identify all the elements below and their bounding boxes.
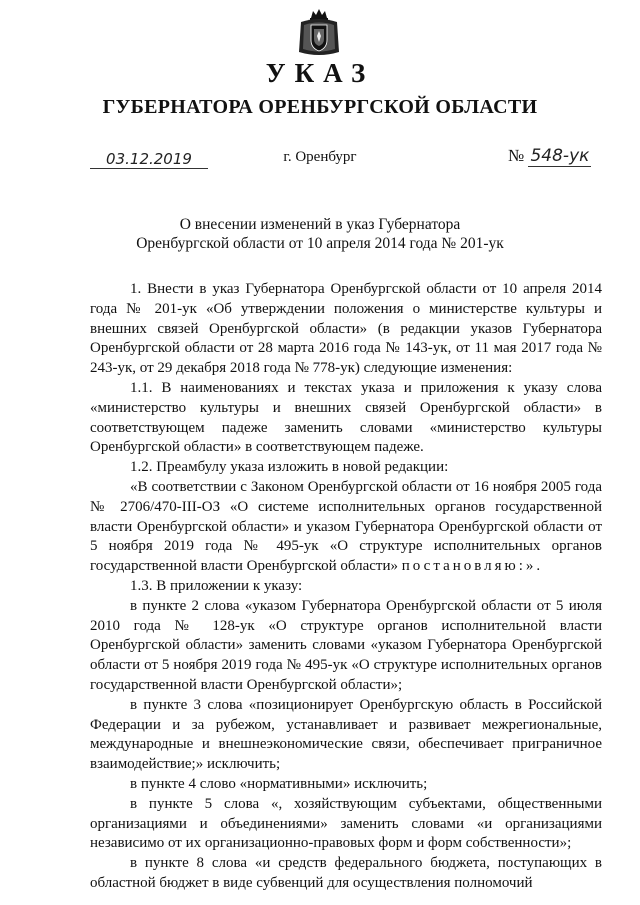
meta-row	[0, 146, 640, 176]
paragraph-point-2: в пункте 2 слова «указом Губернатора Оренбургской области от 5 июля 2010 года № 128-ук «О структуре органов исполнительной власти Оренбургской области» заменить словами «указом Губернатора Оренбургской области от 5 ноября 2019 года № 495-ук «О структуре исполнительных органов государственной власти Оренбургской области»;	[90, 597, 602, 693]
decree-date: 03.12.2019	[90, 150, 208, 169]
paragraph-point-5: в пункте 5 слова «, хозяйствующим субъектами, общественными организациями и объединениями» заменить словами «и организациями независимо от их организационно-правовых форм и форм собственности»;	[90, 795, 602, 852]
paragraph-1-1: 1.1. В наименованиях и текстах указа и приложения к указу слова «министерство культуры и внешних связей Оренбургской области» в соответствующем падеже заменить словами «министерство культуры Оренбургской области» в соответствующем падеже.	[90, 379, 602, 456]
paragraph-1-3: 1.3. В приложении к указу:	[130, 577, 303, 594]
paragraph-point-3: в пункте 3 слова «позиционирует Оренбургскую область в Российской Федерации и за рубежом, устанавливает и развивает межрегиональные, международные и внешнеэкономические связи, обеспечивает приграничное взаимодействие;» исключить;	[90, 696, 602, 773]
issuer-title: ГУБЕРНАТОРА ОРЕНБУРГСКОЙ ОБЛАСТИ	[102, 96, 538, 118]
coat-of-arms-emblem	[295, 8, 343, 58]
paragraph-point-8: в пункте 8 слова «и средств федерального бюджета, поступающих в областной бюджет в виде субвенций для осуществления полномочий	[90, 855, 602, 891]
number-prefix: №	[508, 146, 525, 165]
subject-line-1: О внесении изменений в указ Губернатора	[179, 216, 461, 233]
paragraph-1: 1. Внести в указ Губернатора Оренбургской области от 10 апреля 2014 года № 201-ук «Об утверждении положения о министерстве культуры и внешних связей Оренбургской области» (в редакции указов Губернатора Оренбургской области от 28 марта 2016 года № 143-ук, от 11 мая 2017 года № 243-ук, от 29 декабря 2018 года № 778-ук) следующие изменения:	[90, 281, 602, 377]
paragraph-1-2: 1.2. Преамбулу указа изложить в новой редакции:	[130, 459, 449, 476]
paragraph-point-4: в пункте 4 слово «нормативными» исключить;	[130, 775, 428, 792]
paragraph-preamble	[90, 478, 602, 577]
number-value: 548-ук	[530, 146, 590, 166]
decree-body	[90, 280, 602, 894]
preamble-resolve: постановляю:».	[401, 558, 544, 575]
preamble-text: «В соответствии с Законом Оренбургской области от 16 ноября 2005 года № 2706/470-III-ОЗ «О системе исполнительных органов государственной власти Оренбургской области» и указом Губернатора Оренбургской области от 5 ноября 2019 года № 495-ук «О структуре исполнительных органов государственной власти Оренбургской области»	[90, 478, 602, 575]
document-type-title: УКАЗ	[265, 58, 375, 88]
subject-line-2: Оренбургской области от 10 апреля 2014 года № 201-ук	[136, 235, 504, 252]
decree-city: г. Оренбург	[283, 149, 357, 165]
decree-number	[508, 146, 591, 166]
decree-subject	[0, 215, 640, 253]
